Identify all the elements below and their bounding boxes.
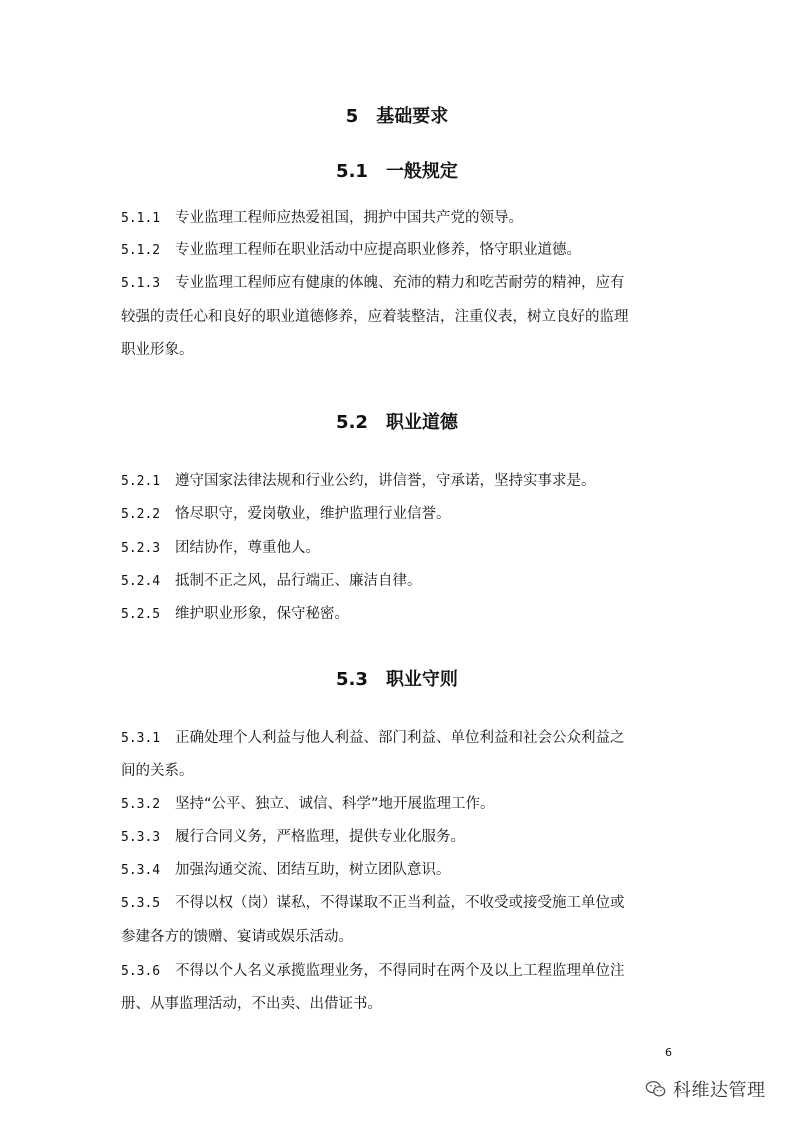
clause-5-3-5 bbox=[121, 887, 681, 920]
clause-text: 较强的责任心和良好的职业道德修养，应着装整洁，注重仪表，树立良好的监理 bbox=[121, 309, 629, 325]
clause-5-1-3 bbox=[121, 267, 681, 300]
clause-number: 5.3.4 bbox=[121, 863, 161, 878]
clause-text: 抵制不正之风，品行端正、廉洁自律。 bbox=[175, 573, 422, 589]
clause-text: 册、从事监理活动，不出卖、出借证书。 bbox=[121, 996, 382, 1012]
clause-5-2-1 bbox=[121, 465, 681, 498]
heading-number: 5.1 bbox=[336, 161, 368, 182]
clause-number: 5.1.1 bbox=[121, 211, 161, 226]
clause-number: 5.3.3 bbox=[121, 830, 161, 845]
heading-title: 职业道德 bbox=[385, 412, 458, 433]
clause-5-2-3 bbox=[121, 532, 681, 565]
clause-text: 职业形象。 bbox=[121, 342, 194, 358]
heading-5-2 bbox=[0, 413, 794, 433]
heading-number: 5.2 bbox=[336, 412, 368, 433]
clause-number: 5.3.6 bbox=[121, 964, 161, 979]
clause-text: 加强沟通交流、团结互助，树立团队意识。 bbox=[175, 862, 451, 878]
clause-5-3-1 bbox=[121, 722, 681, 755]
clause-5-2-5 bbox=[121, 598, 681, 631]
clause-text: 不得以权（岗）谋私，不得谋取不正当利益，不收受或接受施工单位或 bbox=[175, 895, 625, 911]
clause-number: 5.1.3 bbox=[121, 276, 161, 291]
watermark-text: 科维达管理 bbox=[673, 1080, 766, 1101]
clause-continuation bbox=[121, 988, 681, 1020]
heading-number: 5.3 bbox=[336, 669, 368, 690]
heading-title: 一般规定 bbox=[385, 161, 458, 182]
heading-5-3 bbox=[0, 670, 794, 690]
clause-number: 5.2.4 bbox=[121, 574, 161, 589]
clause-5-3-6 bbox=[121, 955, 681, 988]
clause-number: 5.2.1 bbox=[121, 474, 161, 489]
clause-text: 专业监理工程师在职业活动中应提高职业修养，恪守职业道德。 bbox=[175, 242, 581, 258]
clause-5-3-2 bbox=[121, 788, 681, 821]
clause-5-1-2 bbox=[121, 234, 681, 267]
page-number: 6 bbox=[665, 1046, 672, 1059]
clause-text: 维护职业形象，保守秘密。 bbox=[175, 606, 349, 622]
clause-text: 不得以个人名义承揽监理业务，不得同时在两个及以上工程监理单位注 bbox=[175, 963, 625, 979]
heading-title: 基础要求 bbox=[376, 106, 449, 127]
heading-title: 职业守则 bbox=[385, 669, 458, 690]
clause-5-3-3 bbox=[121, 821, 681, 854]
clause-continuation bbox=[121, 921, 681, 953]
heading-number: 5 bbox=[345, 106, 359, 127]
clause-number: 5.3.5 bbox=[121, 896, 161, 911]
clause-text: 正确处理个人利益与他人利益、部门利益、单位利益和社会公众利益之 bbox=[175, 730, 625, 746]
clause-number: 5.3.1 bbox=[121, 731, 161, 746]
heading-5-1 bbox=[0, 162, 794, 182]
clause-5-2-2 bbox=[121, 498, 681, 531]
clause-number: 5.2.5 bbox=[121, 607, 161, 622]
clause-number: 5.2.3 bbox=[121, 541, 161, 556]
clause-text: 参建各方的馈赠、宴请或娱乐活动。 bbox=[121, 929, 353, 945]
clause-text: 专业监理工程师应有健康的体魄、充沛的精力和吃苦耐劳的精神，应有 bbox=[175, 275, 625, 291]
clause-text: 坚持“公平、独立、诚信、科学”地开展监理工作。 bbox=[175, 796, 495, 812]
clause-text: 遵守国家法律法规和行业公约，讲信誉，守承诺，坚持实事求是。 bbox=[175, 473, 596, 489]
clause-number: 5.3.2 bbox=[121, 797, 161, 812]
clause-text: 履行合同义务，严格监理，提供专业化服务。 bbox=[175, 829, 465, 845]
clause-text: 专业监理工程师应热爱祖国，拥护中国共产党的领导。 bbox=[175, 210, 523, 226]
clause-text: 间的关系。 bbox=[121, 763, 194, 779]
heading-5 bbox=[0, 107, 794, 127]
clause-number: 5.2.2 bbox=[121, 507, 161, 522]
clause-continuation bbox=[121, 334, 681, 366]
clause-5-3-4 bbox=[121, 854, 681, 887]
clause-text: 团结协作，尊重他人。 bbox=[175, 540, 320, 556]
clause-number: 5.1.2 bbox=[121, 243, 161, 258]
clause-text: 恪尽职守，爱岗敬业，维护监理行业信誉。 bbox=[175, 506, 451, 522]
clause-5-1-1 bbox=[121, 202, 681, 235]
watermark bbox=[645, 1075, 766, 1103]
clause-continuation bbox=[121, 301, 681, 333]
wechat-icon bbox=[645, 1078, 667, 1100]
clause-5-2-4 bbox=[121, 565, 681, 598]
clause-continuation bbox=[121, 755, 681, 787]
